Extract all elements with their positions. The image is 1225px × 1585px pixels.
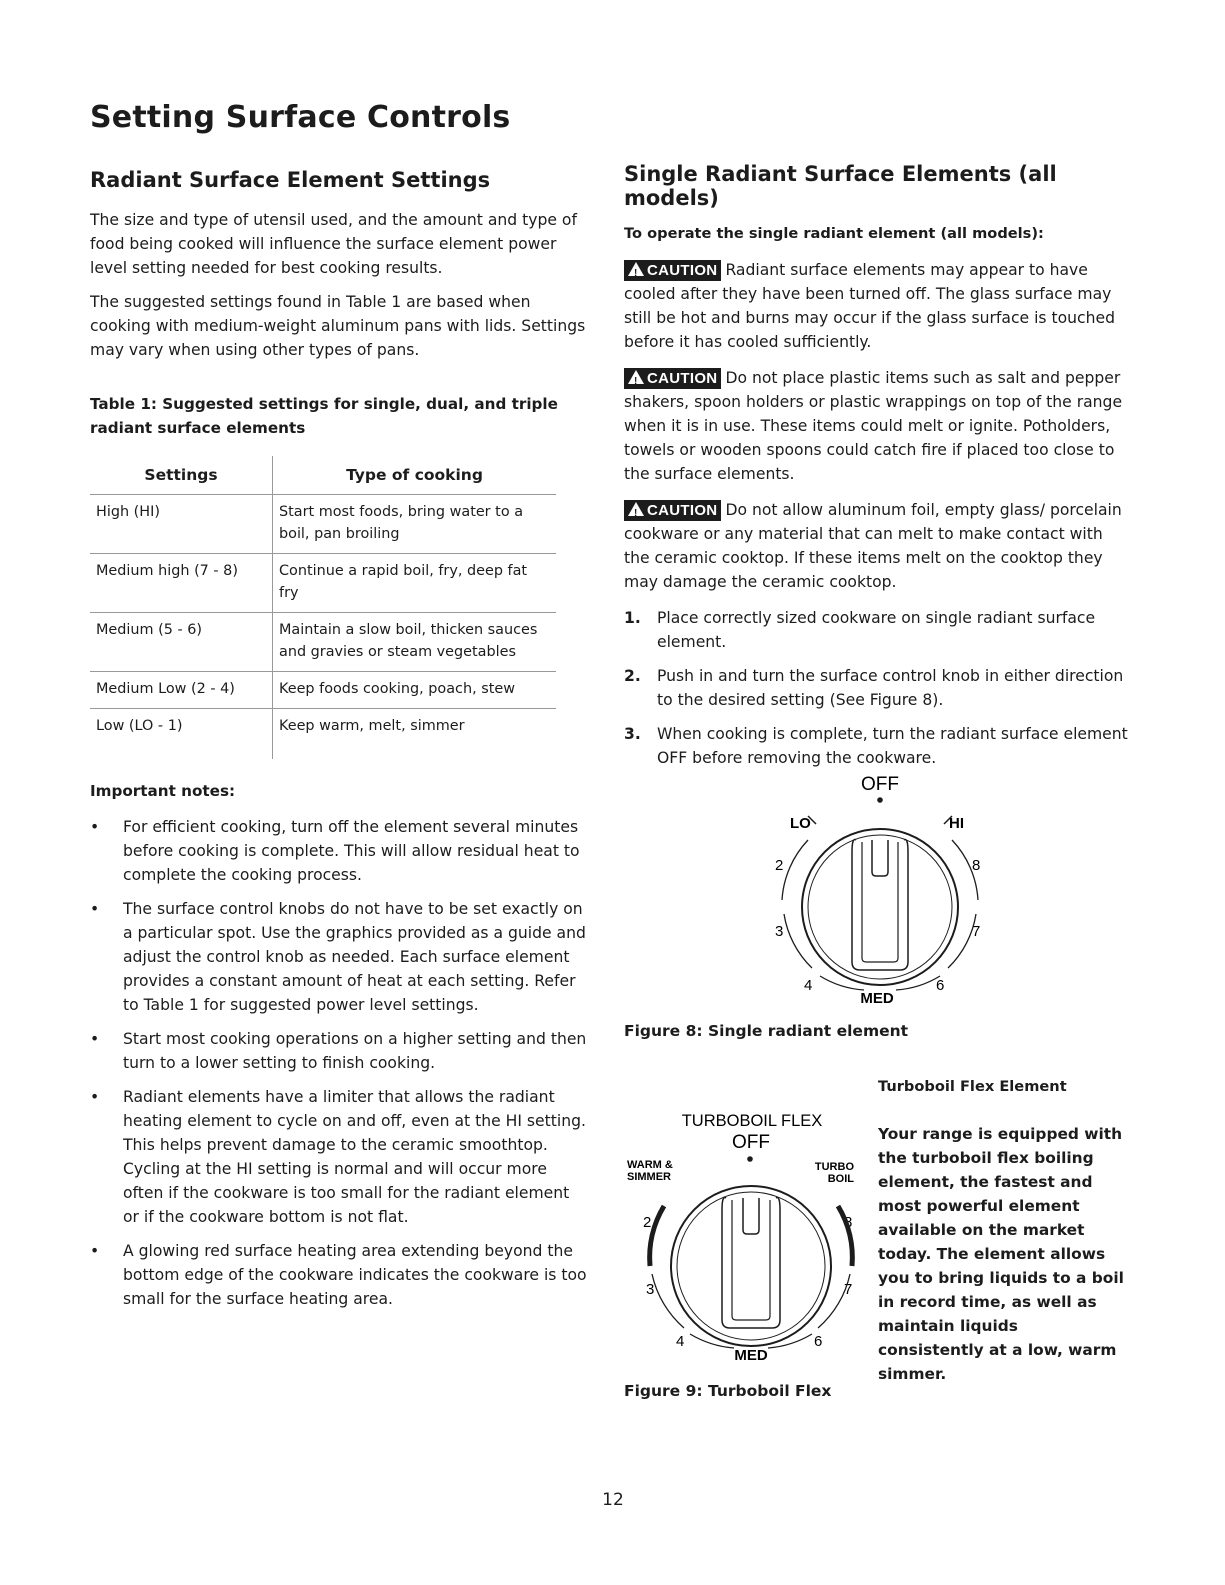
table-row bbox=[90, 613, 556, 672]
fig9-num-7: 7 bbox=[844, 1281, 853, 1298]
warning-icon: ! bbox=[628, 262, 644, 276]
fig9-num-4: 4 bbox=[676, 1333, 685, 1350]
table-cell-setting: Medium Low (2 - 4) bbox=[90, 672, 273, 709]
table-row bbox=[90, 672, 556, 709]
fig8-num-3: 3 bbox=[775, 923, 784, 940]
list-item: 1. Place correctly sized cookware on single radiant surface element. bbox=[624, 609, 1096, 651]
table-cell-cooking: Start most foods, bring water to a boil, pan broiling bbox=[273, 495, 557, 554]
fig8-num-6: 6 bbox=[936, 977, 945, 994]
fig8-num-2: 2 bbox=[775, 857, 784, 874]
figure-8-caption: Figure 8: Single radiant element bbox=[624, 1022, 909, 1040]
intro-paragraph-1: The size and type of utensil used, and the amount and type of food being cooked will influence the surface element power level setting needed for best cooking results. bbox=[90, 211, 577, 277]
operate-subheading: To operate the single radiant element (all models): bbox=[624, 225, 1044, 242]
settings-table bbox=[90, 456, 556, 759]
caution-paragraph: ! CAUTION Do not allow aluminum foil, empty glass/ porcelain cookware or any material that can melt to make contact with the ceramic cooktop. If these items melt on the cooktop they may damage the ceramic cooktop. bbox=[624, 501, 1122, 591]
table-title: Table 1: Suggested settings for single, dual, and triple radiant surface elements bbox=[90, 395, 558, 437]
table-cell-setting: Medium (5 - 6) bbox=[90, 613, 273, 672]
section-heading-radiant-settings: Radiant Surface Element Settings bbox=[90, 168, 491, 192]
caution-paragraph: ! CAUTION Do not place plastic items such as salt and pepper shakers, spoon holders or plastic wrappings on top of the range when it is in use. These items could melt or ignite. Potholders, towels or wooden spoons could catch fire if placed too close to the surface elements. bbox=[624, 369, 1123, 483]
notes-list bbox=[90, 815, 590, 1311]
single-radiant-knob-figure bbox=[760, 762, 1000, 1017]
table-cell-cooking: Maintain a slow boil, thicken sauces and gravies or steam vegetables bbox=[273, 613, 557, 672]
fig8-lo-label: LO bbox=[790, 815, 811, 832]
fig9-turbo-label-2: BOIL bbox=[827, 1173, 854, 1185]
fig9-title: TURBOBOIL FLEX bbox=[681, 1112, 823, 1130]
fig9-num-6: 6 bbox=[814, 1333, 823, 1350]
fig8-num-7: 7 bbox=[972, 923, 981, 940]
caution-badge: ! CAUTION bbox=[624, 368, 721, 389]
list-item: • Start most cooking operations on a higher setting and then turn to a lower setting to finish cooking. bbox=[90, 1030, 587, 1072]
fig9-off-dot bbox=[747, 1156, 753, 1162]
caution-badge: ! CAUTION bbox=[624, 260, 721, 281]
table-header-settings: Settings bbox=[90, 456, 273, 495]
table-cell-cooking: Keep warm, melt, simmer bbox=[279, 718, 465, 734]
fig9-off-label: OFF bbox=[732, 1132, 770, 1153]
list-item: • For efficient cooking, turn off the element several minutes before cooking is complete. This will allow residual heat to complete the cooking process. bbox=[90, 818, 580, 884]
left-column bbox=[90, 168, 590, 1321]
fig9-warm-label-2: SIMMER bbox=[627, 1171, 671, 1183]
list-item: • Radiant elements have a limiter that allows the radiant heating element to cycle on and off, even at the HI setting. This helps prevent damage to the ceramic smoothtop. Cycling at the HI setting is normal and will occur more often if the cookware is too small for the radiant element or if the cookware bottom is not flat. bbox=[90, 1088, 586, 1226]
list-item: 3. When cooking is complete, turn the radiant surface element OFF before removing the cookware. bbox=[624, 725, 1128, 767]
warning-icon: ! bbox=[628, 370, 644, 384]
table-cell-setting: Low (LO - 1) bbox=[90, 709, 273, 760]
fig8-num-4: 4 bbox=[804, 977, 813, 994]
fig9-num-3: 3 bbox=[646, 1281, 655, 1298]
turbo-knob-body-icon bbox=[671, 1186, 831, 1346]
section-heading-single-radiant: Single Radiant Surface Elements (all models) bbox=[624, 162, 1057, 210]
list-item: • A glowing red surface heating area extending beyond the bottom edge of the cookware indicates the cookware is too small for the surface heating area. bbox=[90, 1242, 587, 1308]
figure-9-caption: Figure 9: Turboboil Flex bbox=[624, 1382, 832, 1400]
table-row bbox=[90, 709, 556, 760]
table-cell-cooking: Continue a rapid boil, fry, deep fat fry bbox=[273, 554, 557, 613]
fig8-num-8: 8 bbox=[972, 857, 981, 874]
turboboil-text: Your range is equipped with the turboboil flex boiling element, the fastest and most powerful element available on the market today. The element allows you to bring liquids to a boil in record time, as well as maintain liquids consistently at a low, warm simmer. bbox=[878, 1125, 1124, 1383]
table-row bbox=[90, 495, 556, 554]
turboboil-heading: Turboboil Flex Element bbox=[878, 1078, 1067, 1095]
list-item: • The surface control knobs do not have to be set exactly on a particular spot. Use the graphics provided as a guide and adjust the control knob as needed. Each surface element provides a constant amount of heat at each setting. Refer to Table 1 for suggested power level settings. bbox=[90, 900, 586, 1014]
fig8-off-dot bbox=[877, 797, 883, 803]
fig9-num-2: 2 bbox=[643, 1214, 652, 1231]
fig8-hi-label: HI bbox=[949, 815, 964, 832]
table-cell-setting: Medium high (7 - 8) bbox=[90, 554, 273, 613]
table-row bbox=[90, 554, 556, 613]
fig9-warm-label-1: WARM & bbox=[627, 1159, 673, 1171]
page-title: Setting Surface Controls bbox=[90, 100, 511, 135]
fig8-med-label: MED bbox=[860, 990, 894, 1007]
notes-heading: Important notes: bbox=[90, 782, 236, 800]
turboboil-section bbox=[878, 1076, 1128, 1386]
fig9-num-8: 8 bbox=[844, 1214, 853, 1231]
page-number: 12 bbox=[602, 1490, 624, 1510]
caution-paragraph: ! CAUTION Radiant surface elements may appear to have cooled after they have been turned off. The glass surface may still be hot and burns may occur if the glass surface is touched before it has cooled sufficiently. bbox=[624, 261, 1115, 351]
list-item: 2. Push in and turn the surface control knob in either direction to the desired setting (See Figure 8). bbox=[624, 667, 1124, 709]
right-column bbox=[624, 162, 1129, 780]
warning-icon: ! bbox=[628, 502, 644, 516]
table-cell-setting: High (HI) bbox=[90, 495, 273, 554]
fig9-warm-arc bbox=[650, 1206, 664, 1266]
table-header-cooking: Type of cooking bbox=[273, 456, 557, 495]
table-cell-cooking: Keep foods cooking, poach, stew bbox=[273, 672, 557, 709]
intro-paragraph-2: The suggested settings found in Table 1 are based when cooking with medium-weight aluminum pans with lids. Settings may vary when using other types of pans. bbox=[90, 293, 586, 359]
fig9-turbo-label-1: TURBO bbox=[814, 1161, 854, 1173]
turboboil-knob-figure bbox=[624, 1106, 864, 1368]
fig9-med-label: MED bbox=[734, 1347, 768, 1364]
caution-badge: ! CAUTION bbox=[624, 500, 721, 521]
fig8-off-label: OFF bbox=[861, 774, 899, 795]
steps-list bbox=[624, 606, 1129, 770]
